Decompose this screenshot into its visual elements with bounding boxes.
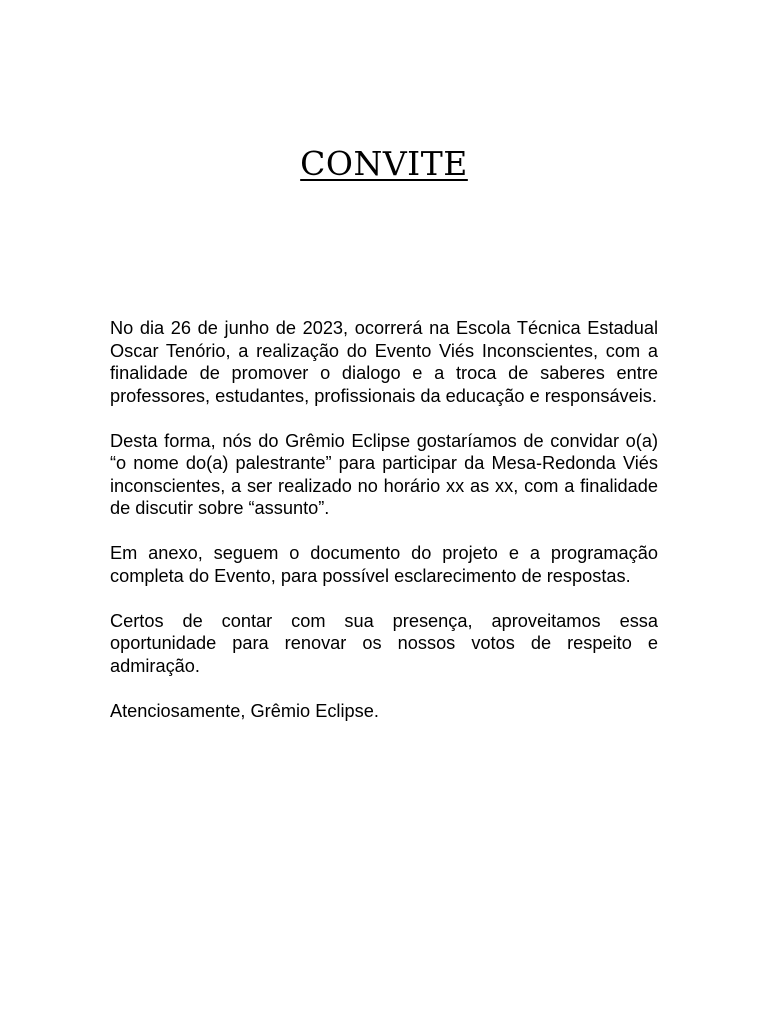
document-title (0, 140, 768, 188)
paragraph-closing: Certos de contar com sua presença, aproveitamos essa oportunidade para renovar os nossos votos de respeito e admiração. (110, 610, 658, 676)
signoff: Atenciosamente, Grêmio Eclipse. (110, 700, 379, 721)
paragraph-event-announcement: No dia 26 de junho de 2023, ocorrerá na Escola Técnica Estadual Oscar Tenório, a realização do Evento Viés Inconscientes, com a finalidade de promover o dialogo e a troca de saberes entre professores, estudantes, profissionais da educação e responsáveis. (110, 318, 658, 406)
paragraph-attachments: Em anexo, seguem o documento do projeto e a programação completa do Evento, para possível esclarecimento de respostas. (110, 543, 658, 586)
document-body (110, 317, 658, 722)
paragraph-invitation: Desta forma, nós do Grêmio Eclipse gostaríamos de convidar o(a) “o nome do(a) palestrante” para participar da Mesa-Redonda Viés inconscientes, a ser realizado no horário xx as xx, com a finalidade de discutir sobre “assunto”. (110, 430, 658, 518)
title-text: CONVITE (300, 144, 468, 183)
